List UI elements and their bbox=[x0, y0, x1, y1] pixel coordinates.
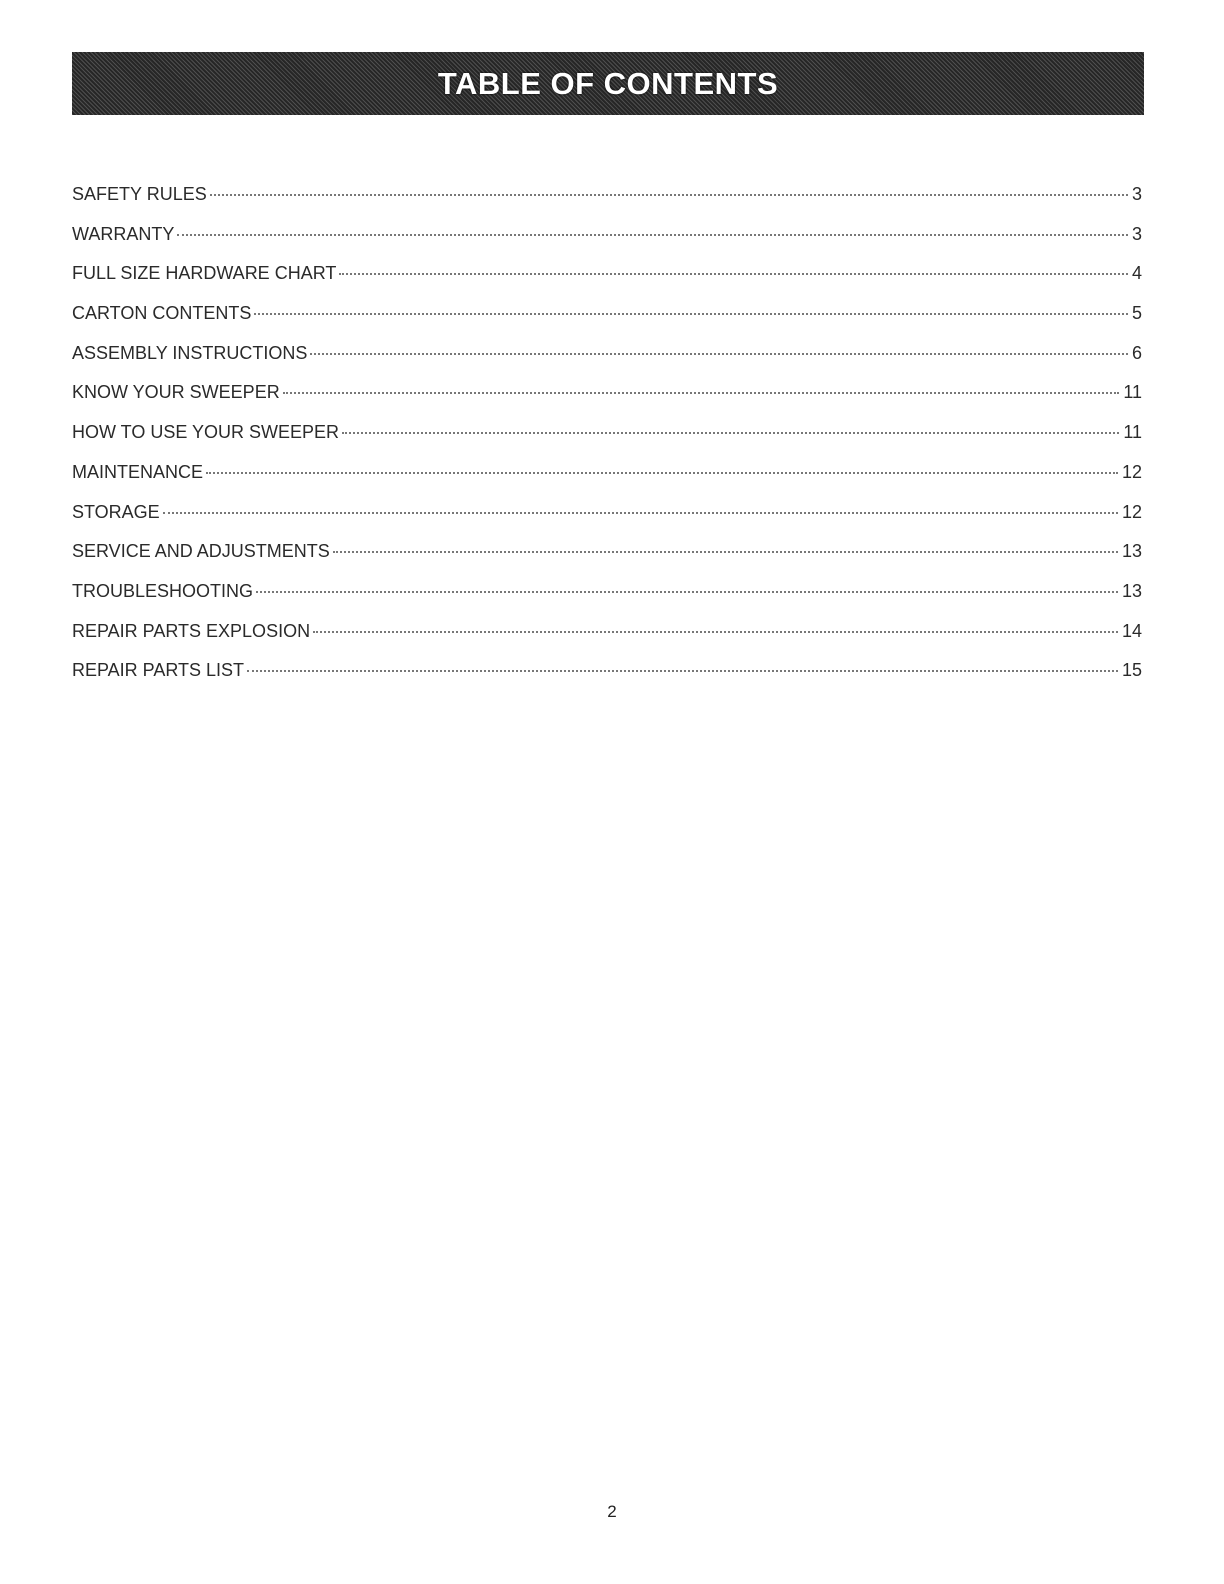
toc-entry-know-your-sweeper[interactable] bbox=[72, 382, 1142, 422]
dot-leader bbox=[342, 432, 1119, 434]
toc-entry-page: 13 bbox=[1121, 580, 1142, 601]
toc-entry-full-size-hardware-chart[interactable] bbox=[72, 263, 1142, 303]
dot-leader bbox=[247, 670, 1118, 672]
toc-entry-warranty[interactable] bbox=[72, 224, 1142, 264]
toc-entry-label: MAINTENANCE bbox=[72, 461, 204, 482]
toc-entry-page: 12 bbox=[1121, 501, 1142, 522]
dot-leader bbox=[256, 591, 1118, 593]
toc-entry-maintenance[interactable] bbox=[72, 462, 1142, 502]
dot-leader bbox=[254, 313, 1128, 315]
toc-entry-label: CARTON CONTENTS bbox=[72, 303, 252, 324]
dot-leader bbox=[206, 472, 1118, 474]
dot-leader bbox=[283, 392, 1120, 394]
dot-leader bbox=[313, 631, 1118, 633]
toc-entry-label: TROUBLESHOOTING bbox=[72, 580, 254, 601]
title-banner bbox=[72, 52, 1144, 115]
toc-entry-page: 13 bbox=[1121, 541, 1142, 562]
toc-entry-page: 4 bbox=[1131, 263, 1142, 284]
toc-entry-label: REPAIR PARTS LIST bbox=[72, 660, 245, 681]
toc-entry-troubleshooting[interactable] bbox=[72, 581, 1142, 621]
toc-entry-how-to-use-your-sweeper[interactable] bbox=[72, 422, 1142, 462]
toc-entry-page: 12 bbox=[1121, 461, 1142, 482]
toc-entry-label: HOW TO USE YOUR SWEEPER bbox=[72, 422, 340, 443]
toc-entry-page: 3 bbox=[1131, 184, 1142, 204]
toc-entry-assembly-instructions[interactable] bbox=[72, 343, 1142, 383]
toc-entry-label: ASSEMBLY INSTRUCTIONS bbox=[72, 342, 308, 363]
dot-leader bbox=[210, 194, 1128, 196]
toc-entry-page: 11 bbox=[1123, 422, 1142, 443]
toc-entry-carton-contents[interactable] bbox=[72, 303, 1142, 343]
dot-leader bbox=[339, 273, 1128, 275]
toc-entry-label: STORAGE bbox=[72, 501, 160, 522]
toc-entry-label: SAFETY RULES bbox=[72, 184, 207, 204]
toc-entry-label: KNOW YOUR SWEEPER bbox=[72, 382, 280, 403]
toc-entry-page: 3 bbox=[1131, 223, 1142, 244]
toc-entry-page: 15 bbox=[1121, 660, 1142, 681]
toc-entry-service-and-adjustments[interactable] bbox=[72, 541, 1142, 581]
toc-entry-label: SERVICE AND ADJUSTMENTS bbox=[72, 541, 330, 562]
page-number: 2 bbox=[607, 1502, 617, 1521]
dot-leader bbox=[163, 512, 1118, 514]
dot-leader bbox=[333, 551, 1118, 553]
toc-entry-page: 5 bbox=[1131, 303, 1142, 324]
toc-entry-label: WARRANTY bbox=[72, 223, 175, 244]
toc-entry-page: 14 bbox=[1121, 620, 1142, 641]
toc-entry-page: 6 bbox=[1131, 342, 1142, 363]
toc-entry-safety-rules[interactable] bbox=[72, 184, 1142, 224]
toc-entry-label: FULL SIZE HARDWARE CHART bbox=[72, 263, 337, 284]
toc-entry-page: 11 bbox=[1123, 382, 1142, 403]
toc-entry-label: REPAIR PARTS EXPLOSION bbox=[72, 620, 311, 641]
toc-entry-storage[interactable] bbox=[72, 502, 1142, 542]
page-title: TABLE OF CONTENTS bbox=[437, 65, 779, 101]
table-of-contents bbox=[72, 184, 1142, 700]
dot-leader bbox=[177, 234, 1128, 236]
toc-entry-repair-parts-explosion[interactable] bbox=[72, 621, 1142, 661]
toc-entry-repair-parts-list[interactable] bbox=[72, 660, 1142, 700]
dot-leader bbox=[310, 353, 1128, 355]
